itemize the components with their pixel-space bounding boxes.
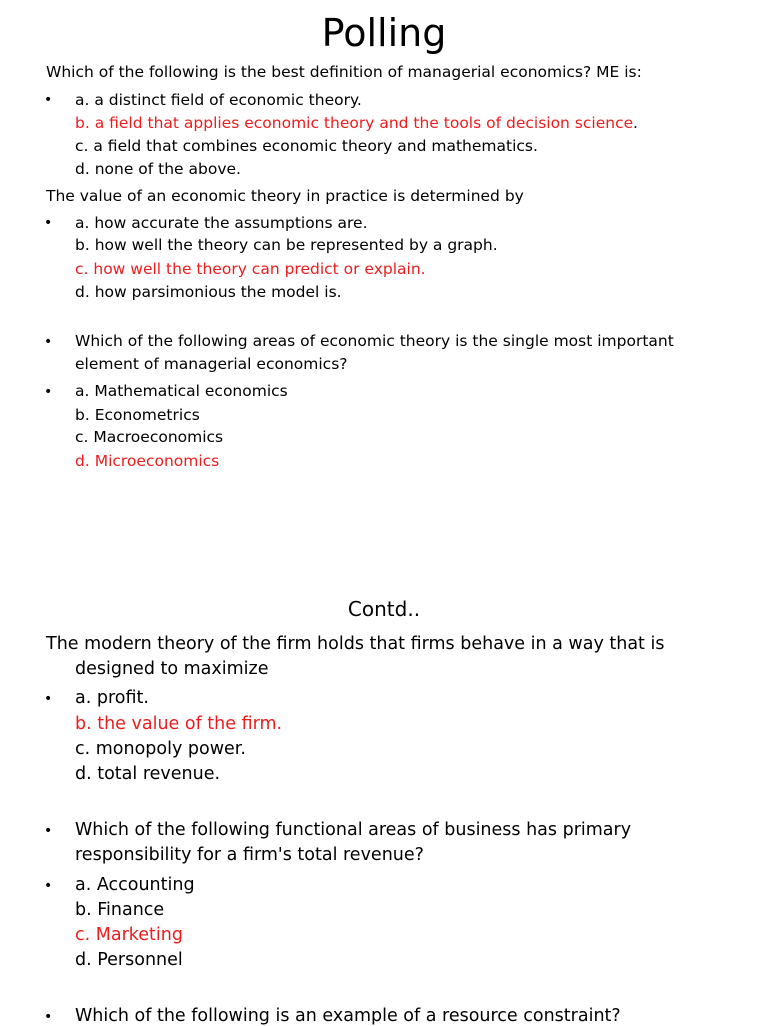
q1-option-b-answer: b. a field that applies economic theory and the tools of decision science — [75, 114, 634, 132]
bullet-icon: • — [44, 92, 53, 108]
bullet-icon: • — [44, 384, 53, 400]
bullet-icon: • — [44, 691, 53, 707]
q4-option-b-answer: b. the value of the firm. — [75, 714, 283, 734]
q3-option-c: c. Macroeconomics — [75, 428, 224, 446]
slide-title: Contd.. — [347, 597, 421, 621]
question-4-text-cont: designed to maximize — [75, 659, 269, 679]
q1-option-d: d. none of the above. — [75, 160, 241, 178]
bullet-icon: • — [44, 878, 53, 894]
q2-option-a: a. how accurate the assumptions are. — [75, 214, 368, 232]
question-5-text-cont: responsibility for a firm's total revenue? — [75, 845, 424, 865]
question-2-text: The value of an economic theory in practice is determined by — [46, 187, 524, 205]
q5-option-a: a. Accounting — [75, 875, 195, 895]
q3-option-b: b. Econometrics — [75, 406, 200, 424]
q5-option-b: b. Finance — [75, 900, 165, 920]
q4-option-d: d. total revenue. — [75, 764, 221, 784]
q5-option-c-answer: c. Marketing — [75, 925, 183, 945]
q4-option-c: c. monopoly power. — [75, 739, 246, 759]
question-5-text: Which of the following functional areas of business has primary — [75, 820, 632, 840]
bullet-icon: • — [44, 334, 53, 350]
q2-option-b: b. how well the theory can be represented by a graph. — [75, 236, 498, 254]
q2-option-d: d. how parsimonious the model is. — [75, 283, 342, 301]
q3-option-a: a. Mathematical economics — [75, 382, 288, 400]
bullet-icon: • — [44, 215, 53, 231]
q1-option-a: a. a distinct field of economic theory. — [75, 91, 362, 109]
q2-option-c-answer: c. how well the theory can predict or explain. — [75, 260, 426, 278]
question-3-text: Which of the following areas of economic theory is the single most important — [75, 332, 674, 350]
q4-option-a: a. profit. — [75, 688, 149, 708]
q5-option-d: d. Personnel — [75, 950, 183, 970]
question-1-text: Which of the following is the best definition of managerial economics? ME is: — [46, 63, 642, 81]
q1-option-b-period: . — [633, 114, 638, 132]
q3-option-d-answer: d. Microeconomics — [75, 452, 220, 470]
question-4-text: The modern theory of the firm holds that firms behave in a way that is — [46, 634, 665, 654]
question-3-text-cont: element of managerial economics? — [75, 355, 348, 373]
bullet-icon: • — [44, 1009, 53, 1025]
bullet-icon: • — [44, 823, 53, 839]
question-6-text: Which of the following is an example of a resource constraint? — [75, 1006, 621, 1026]
q1-option-c: c. a field that combines economic theory and mathematics. — [75, 137, 538, 155]
slide-title: Polling — [321, 11, 447, 55]
